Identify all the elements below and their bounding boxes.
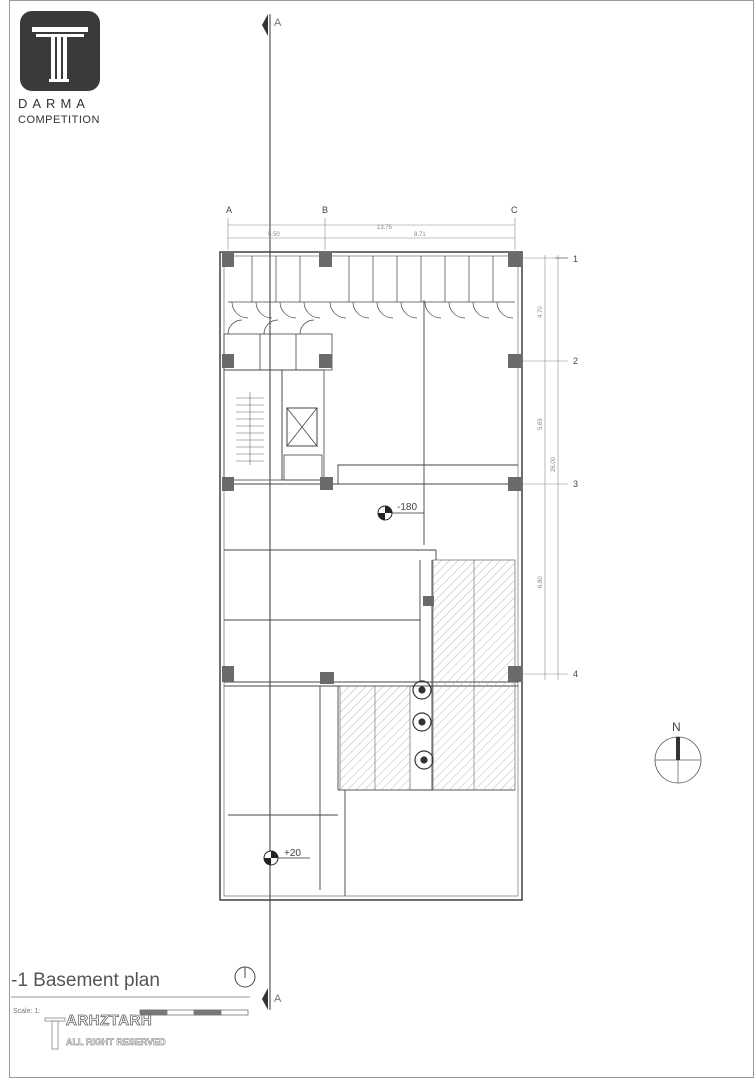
watermark-logo-icon — [45, 1018, 65, 1049]
planter-trees — [413, 681, 433, 769]
grid-col-a: A — [226, 205, 233, 215]
dim-overall: 13.75 — [377, 225, 393, 231]
section-label-bottom: A — [274, 993, 282, 1005]
service-core — [224, 320, 332, 480]
logo-name: DARMA — [18, 96, 90, 111]
level-basement-label: -180 — [397, 502, 418, 513]
grid-col-b: B — [322, 205, 329, 215]
watermark-brand: ARHZTARH — [66, 1012, 153, 1029]
scale-label: Scale: 1: — [13, 1008, 41, 1015]
section-arrow-top — [262, 14, 268, 36]
level-yard-label: +20 — [284, 848, 301, 859]
storage-units — [228, 256, 515, 318]
grid-row-1: 1 — [573, 254, 579, 264]
dim-row-12: 4.70 — [538, 306, 544, 318]
grid-col-c: C — [511, 205, 518, 215]
north-arrow-icon — [655, 737, 701, 783]
dim-row-34: 6.80 — [538, 576, 544, 588]
scale-bar — [140, 1010, 248, 1015]
grid-row-4: 4 — [573, 669, 579, 679]
drawing-title: -1 Basement plan — [11, 970, 160, 991]
grid-row-2: 2 — [573, 356, 579, 366]
dim-overall-v: 26.00 — [551, 456, 557, 472]
watermark-rights: ALL RIGHT RESERVED — [66, 1037, 166, 1047]
section-label-top: A — [274, 17, 282, 29]
grid-row-3: 3 — [573, 479, 579, 489]
stairs — [236, 392, 264, 465]
north-label: N — [672, 720, 681, 734]
logo-subtitle: COMPETITION — [18, 114, 100, 126]
right-dimensions — [520, 255, 568, 680]
title-north-symbol — [235, 967, 255, 987]
dim-bc: 8.71 — [414, 232, 426, 238]
dim-row-23: 5.69 — [538, 418, 544, 430]
dim-ab: 5.50 — [268, 232, 280, 238]
section-arrow-bottom — [262, 988, 268, 1010]
